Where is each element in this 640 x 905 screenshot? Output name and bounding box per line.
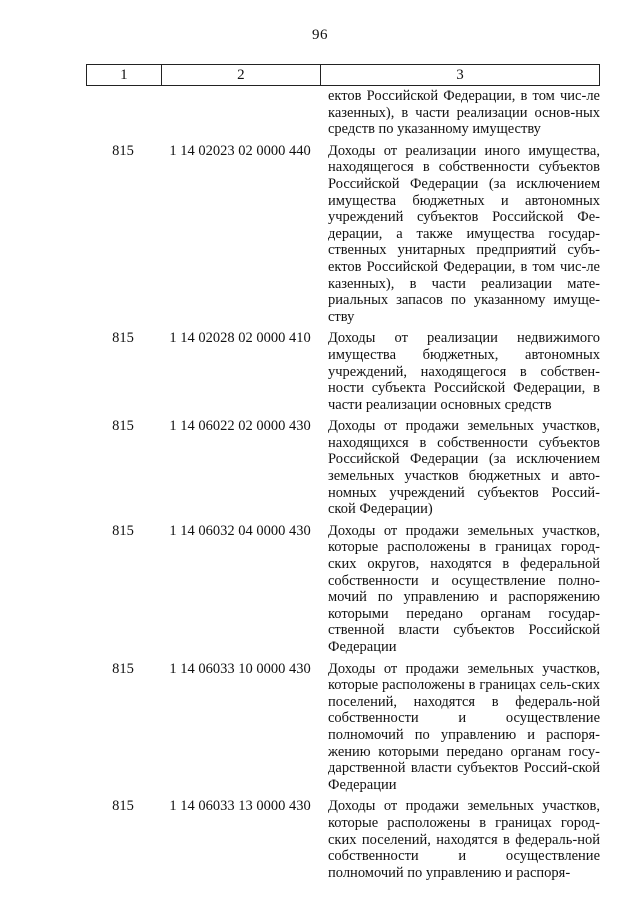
admin-code: 815 <box>112 418 134 435</box>
revenue-description: Доходы от продажи земельных участков, находящихся в собственности субъектов Российской Федерации (за исключением земельных участков бюджетных и авто-номных учреждений субъектов Россий-ской Федерации) <box>328 418 600 518</box>
column-header-3: 3 <box>320 65 599 85</box>
admin-code: 815 <box>112 142 134 159</box>
page-number: 96 <box>312 27 328 43</box>
budget-classification-code: 1 14 02023 02 0000 440 <box>169 142 311 159</box>
revenue-description: Доходы от реализации иного имущества, находящегося в собственности субъектов Российской Федерации (за исключением имущества бюджетных и автономных учреждений субъектов Российской Фе-дерации, а также имущества государ-ственных унитарных предприятий субъ-ектов Российской Федерации, в том чис-ле казенных), в части реализации мате-риальных запасов по указанному имуще-ству <box>328 142 600 325</box>
table-row <box>86 330 600 413</box>
budget-classification-code: 1 14 06033 13 0000 430 <box>169 798 311 815</box>
revenue-description: Доходы от продажи земельных участков, которые расположены в границах город-ских округов, находятся в федеральной собственности и осуществление полно-мочий по управлению и распоряжению которыми передано органам государ-ственной власти субъектов Российской Федерации <box>328 522 600 655</box>
continuation-text: ектов Российской Федерации, в том чис-ле казенных), в части реализации основ-ных средств по указанному имуществу <box>328 88 600 138</box>
budget-classification-code: 1 14 02028 02 0000 410 <box>169 330 311 347</box>
budget-classification-code: 1 14 06033 10 0000 430 <box>169 660 311 677</box>
revenue-description: Доходы от продажи земельных участков, которые расположены в границах город-ских поселений, находятся в федераль-ной собственности и осуществление полномочий по управлению и распоря- <box>328 798 600 881</box>
table-row <box>86 418 600 518</box>
column-header-1: 1 <box>120 66 128 83</box>
admin-code: 815 <box>112 798 134 815</box>
table-header <box>86 64 600 86</box>
admin-code: 815 <box>112 330 134 347</box>
revenue-description: Доходы от реализации недвижимого имущества бюджетных, автономных учреждений, находящегося в собствен-ности субъекта Российской Федерации, в части реализации основных средств <box>328 330 600 413</box>
table-row <box>86 143 600 326</box>
continuation-row <box>86 88 600 138</box>
revenue-description: Доходы от продажи земельных участков, которые расположены в границах сель-ских поселений, находятся в федераль-ной собственности и осуществление полномочий по управлению и распоря-жению которыми передано органам госу-дарственной власти субъектов Россий-ской Федерации <box>328 660 600 793</box>
budget-classification-code: 1 14 06022 02 0000 430 <box>169 418 311 435</box>
table-row <box>86 661 600 794</box>
table-row <box>86 798 600 881</box>
table-row <box>86 523 600 656</box>
column-header-2: 2 <box>161 65 320 85</box>
revenue-codes-table <box>86 64 600 881</box>
budget-classification-code: 1 14 06032 04 0000 430 <box>169 522 311 539</box>
admin-code: 815 <box>112 522 134 539</box>
admin-code: 815 <box>112 660 134 677</box>
